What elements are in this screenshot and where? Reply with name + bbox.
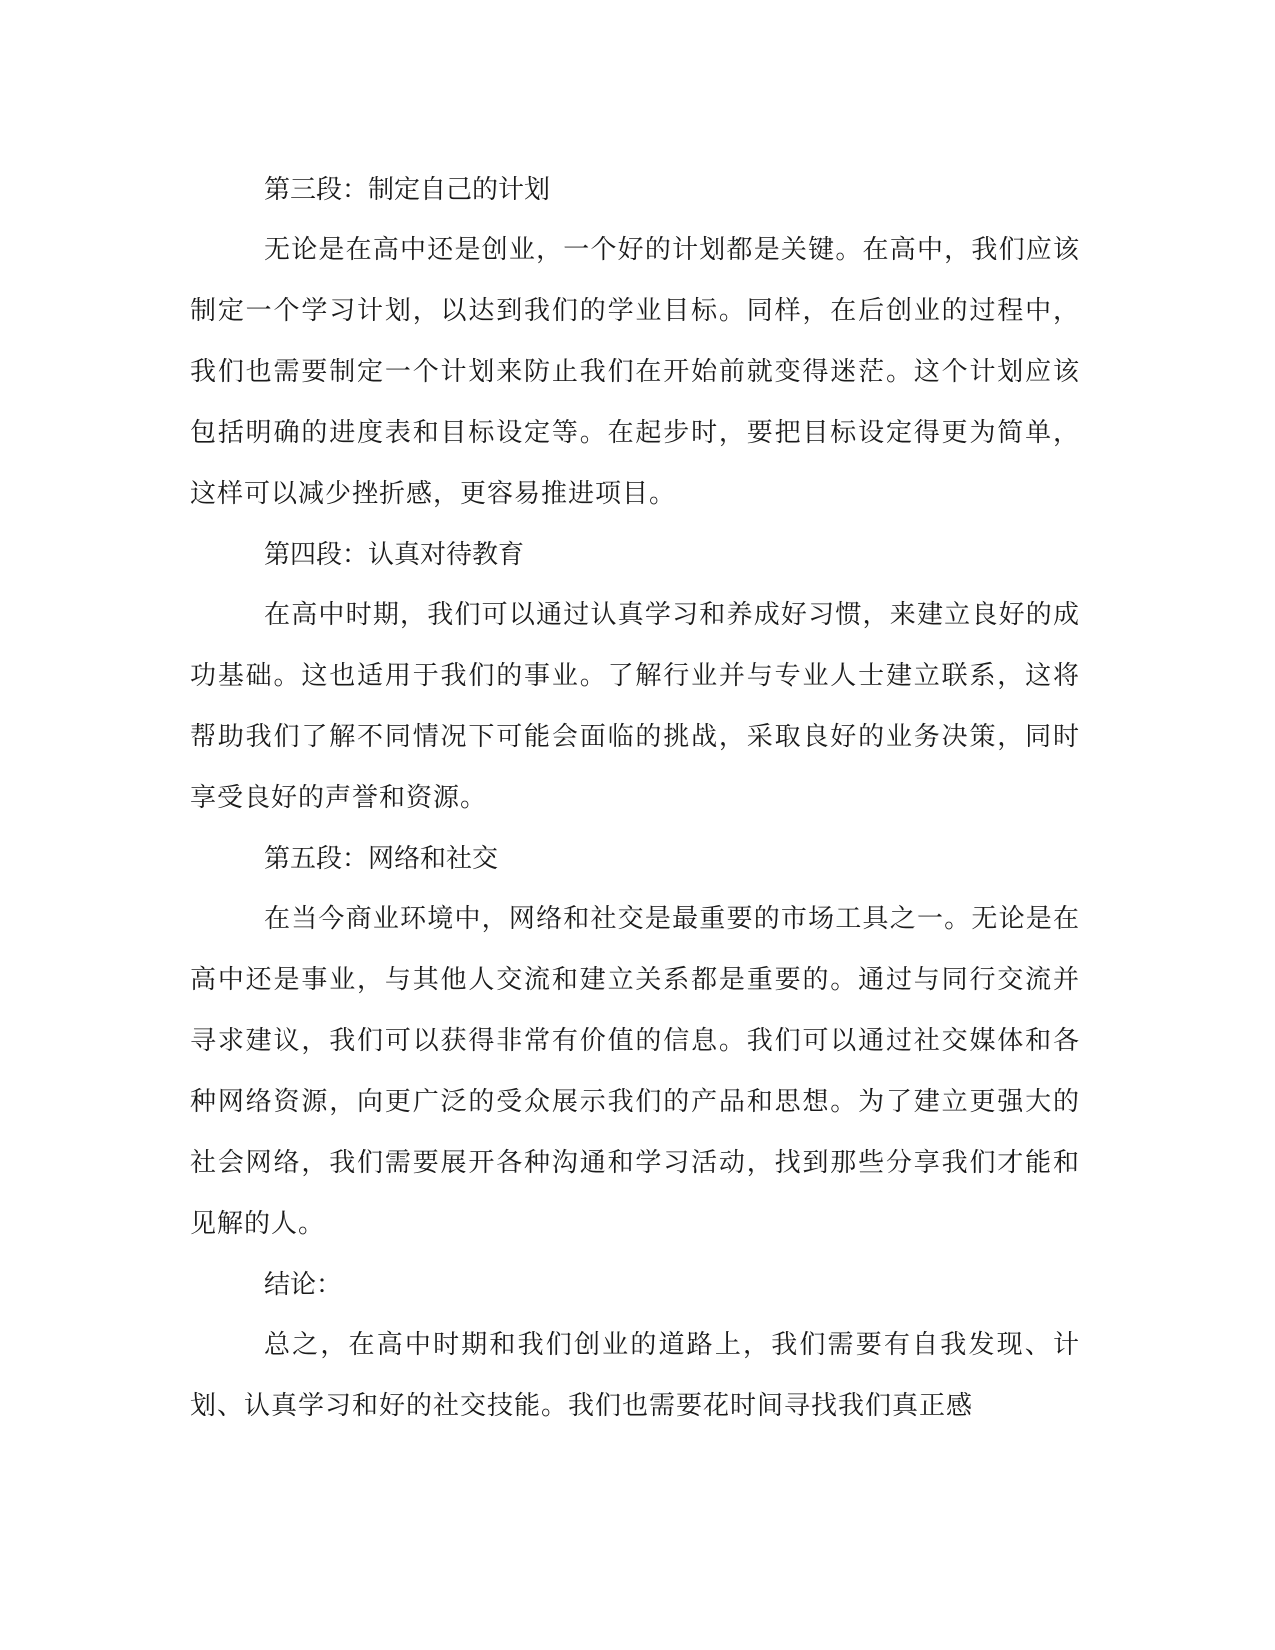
section-paragraph-5: 在当今商业环境中，网络和社交是最重要的市场工具之一。无论是在高中还是事业，与其他人交流和建立关系都是重要的。通过与同行交流并寻求建议，我们可以获得非常有价值的信息。我们可以通过社交媒体和各种网络资源，向更广泛的受众展示我们的产品和思想。为了建立更强大的社会网络，我们需要展开各种沟通和学习活动，找到那些分享我们才能和见解的人。: [190, 904, 1080, 1239]
section-heading-4: 第四段：认真对待教育: [264, 540, 525, 570]
section-heading-5: 第五段：网络和社交: [264, 844, 499, 874]
document-body: [190, 160, 1080, 1437]
conclusion-heading: 结论：: [264, 1270, 343, 1300]
section-paragraph-4: 在高中时期，我们可以通过认真学习和养成好习惯，来建立良好的成功基础。这也适用于我们的事业。了解行业并与专业人士建立联系，这将帮助我们了解不同情况下可能会面临的挑战，采取良好的业务决策，同时享受良好的声誉和资源。: [190, 600, 1080, 813]
conclusion-paragraph: 总之，在高中时期和我们创业的道路上，我们需要有自我发现、计划、认真学习和好的社交技能。我们也需要花时间寻找我们真正感: [190, 1330, 1080, 1421]
section-heading-3: 第三段：制定自己的计划: [264, 175, 551, 205]
section-paragraph-3: 无论是在高中还是创业，一个好的计划都是关键。在高中，我们应该制定一个学习计划，以达到我们的学业目标。同样，在后创业的过程中，我们也需要制定一个计划来防止我们在开始前就变得迷茫。这个计划应该包括明确的进度表和目标设定等。在起步时，要把目标设定得更为简单，这样可以减少挫折感，更容易推进项目。: [190, 235, 1080, 509]
